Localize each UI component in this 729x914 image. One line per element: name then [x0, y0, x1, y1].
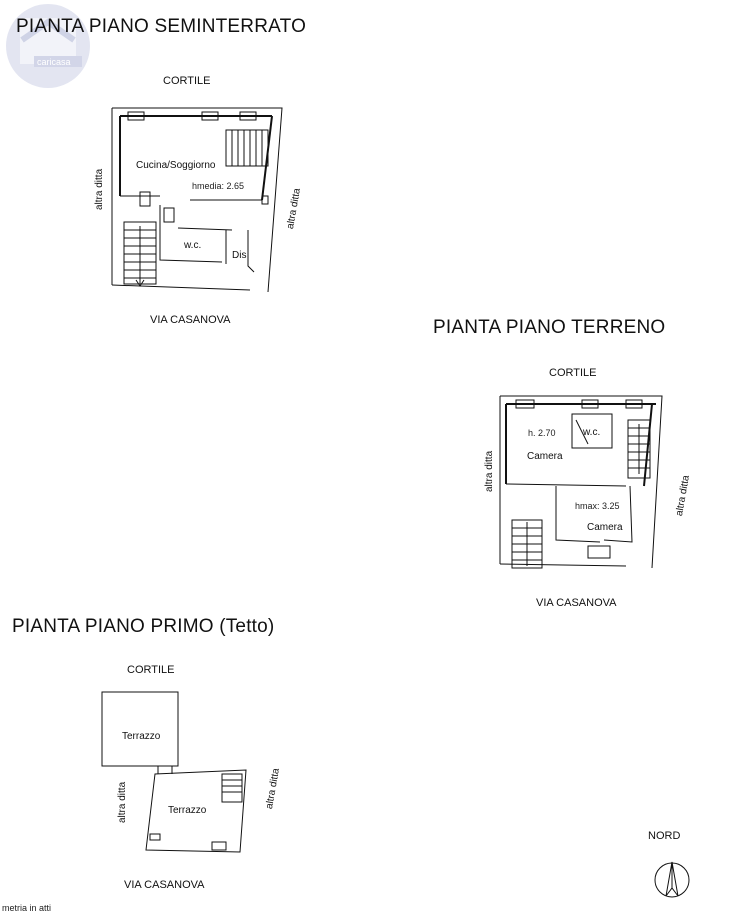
height-seminterrato: hmedia: 2.65: [192, 181, 245, 191]
compass-label: NORD: [648, 830, 681, 842]
side-label-left-terreno: altra ditta: [484, 450, 495, 492]
room-camera-1: Camera: [527, 451, 563, 462]
room-dis: Dis: [232, 250, 247, 261]
side-label-right-seminterrato: altra ditta: [285, 187, 303, 230]
side-label-right-primo: altra ditta: [264, 767, 282, 810]
plan-title-primo: PIANTA PIANO PRIMO (Tetto): [12, 616, 275, 637]
room-camera-2: Camera: [587, 522, 623, 533]
cortile-label-seminterrato: CORTILE: [163, 75, 211, 87]
street-label-seminterrato: VIA CASANOVA: [150, 314, 231, 326]
cortile-label-terreno: CORTILE: [549, 367, 597, 379]
street-label-primo: VIA CASANOVA: [124, 879, 205, 891]
plan-title-terreno: PIANTA PIANO TERRENO: [433, 317, 666, 338]
height-camera-2: hmax: 3.25: [575, 501, 620, 511]
side-label-left-seminterrato: altra ditta: [94, 168, 105, 210]
plan-title-seminterrato: PIANTA PIANO SEMINTERRATO: [16, 16, 307, 37]
logo-text: caricasa: [37, 57, 71, 67]
side-label-right-terreno: altra ditta: [674, 474, 692, 517]
room-wc-seminterrato: w.c.: [184, 240, 202, 251]
room-wc-terreno: w.c.: [583, 427, 601, 438]
height-camera-1: h. 2.70: [528, 428, 556, 438]
room-cucina-soggiorno: Cucina/Soggiorno: [136, 160, 216, 171]
room-terrazzo-1: Terrazzo: [122, 731, 161, 742]
side-label-left-primo: altra ditta: [117, 781, 128, 823]
street-label-terreno: VIA CASANOVA: [536, 597, 617, 609]
footer-text: metria in atti: [2, 903, 52, 913]
room-terrazzo-2: Terrazzo: [168, 805, 207, 816]
cortile-label-primo: CORTILE: [127, 664, 175, 676]
